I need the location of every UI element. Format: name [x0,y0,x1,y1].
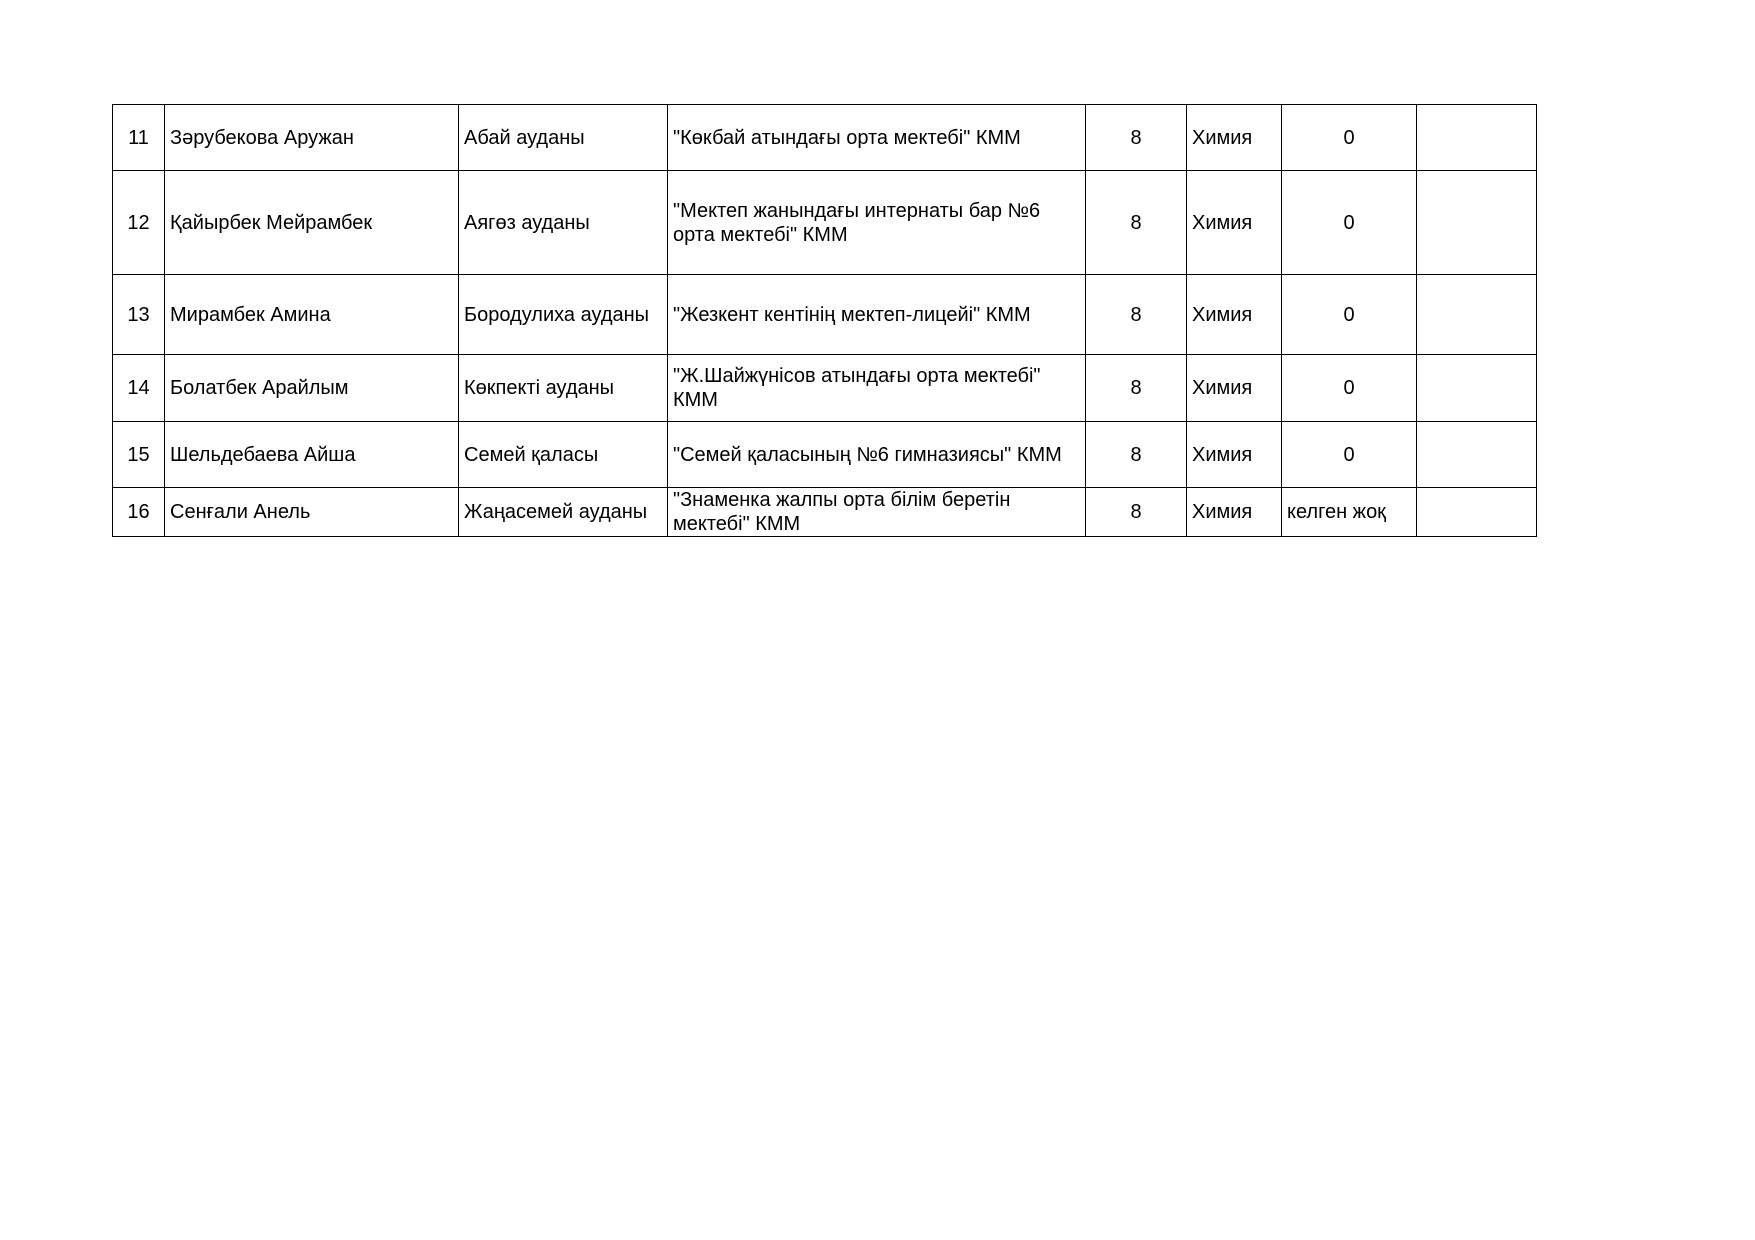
place [1417,488,1537,537]
student-name: Сенғали Анель [165,488,459,537]
table-row [113,355,1537,422]
student-name: Қайырбек Мейрамбек [165,171,459,275]
grade: 8 [1086,105,1187,171]
subject: Химия [1187,355,1282,422]
score: 0 [1282,422,1417,488]
score: 0 [1282,171,1417,275]
table-row [113,422,1537,488]
school: "Көкбай атындағы орта мектебі" КММ [668,105,1086,171]
table-row [113,275,1537,355]
row-number: 13 [113,275,165,355]
school: "Ж.Шайжүнісов атындағы орта мектебі" КММ [668,355,1086,422]
student-name: Мирамбек Амина [165,275,459,355]
subject: Химия [1187,422,1282,488]
student-name: Шельдебаева Айша [165,422,459,488]
score: 0 [1282,275,1417,355]
place [1417,105,1537,171]
grade: 8 [1086,488,1187,537]
grade: 8 [1086,355,1187,422]
subject: Химия [1187,275,1282,355]
subject: Химия [1187,171,1282,275]
district: Бородулиха ауданы [459,275,668,355]
subject: Химия [1187,105,1282,171]
school: "Жезкент кентінің мектеп-лицейі" КММ [668,275,1086,355]
grade: 8 [1086,422,1187,488]
table-row [113,105,1537,171]
place [1417,355,1537,422]
place [1417,275,1537,355]
place [1417,422,1537,488]
district: Семей қаласы [459,422,668,488]
score: 0 [1282,105,1417,171]
row-number: 11 [113,105,165,171]
row-number: 14 [113,355,165,422]
district: Аягөз ауданы [459,171,668,275]
results-table [112,104,1537,537]
district: Абай ауданы [459,105,668,171]
grade: 8 [1086,171,1187,275]
row-number: 12 [113,171,165,275]
row-number: 16 [113,488,165,537]
score: 0 [1282,355,1417,422]
district: Көкпекті ауданы [459,355,668,422]
grade: 8 [1086,275,1187,355]
school: "Знаменка жалпы орта білім беретін мектебі" КММ [668,488,1086,537]
district: Жаңасемей ауданы [459,488,668,537]
table-row [113,171,1537,275]
student-name: Болатбек Арайлым [165,355,459,422]
table-row [113,488,1537,537]
student-name: Зәрубекова Аружан [165,105,459,171]
row-number: 15 [113,422,165,488]
place [1417,171,1537,275]
subject: Химия [1187,488,1282,537]
school: "Мектеп жанындағы интернаты бар №6 орта мектебі" КММ [668,171,1086,275]
school: "Семей қаласының №6 гимназиясы" КММ [668,422,1086,488]
score: келген жоқ [1282,488,1417,537]
